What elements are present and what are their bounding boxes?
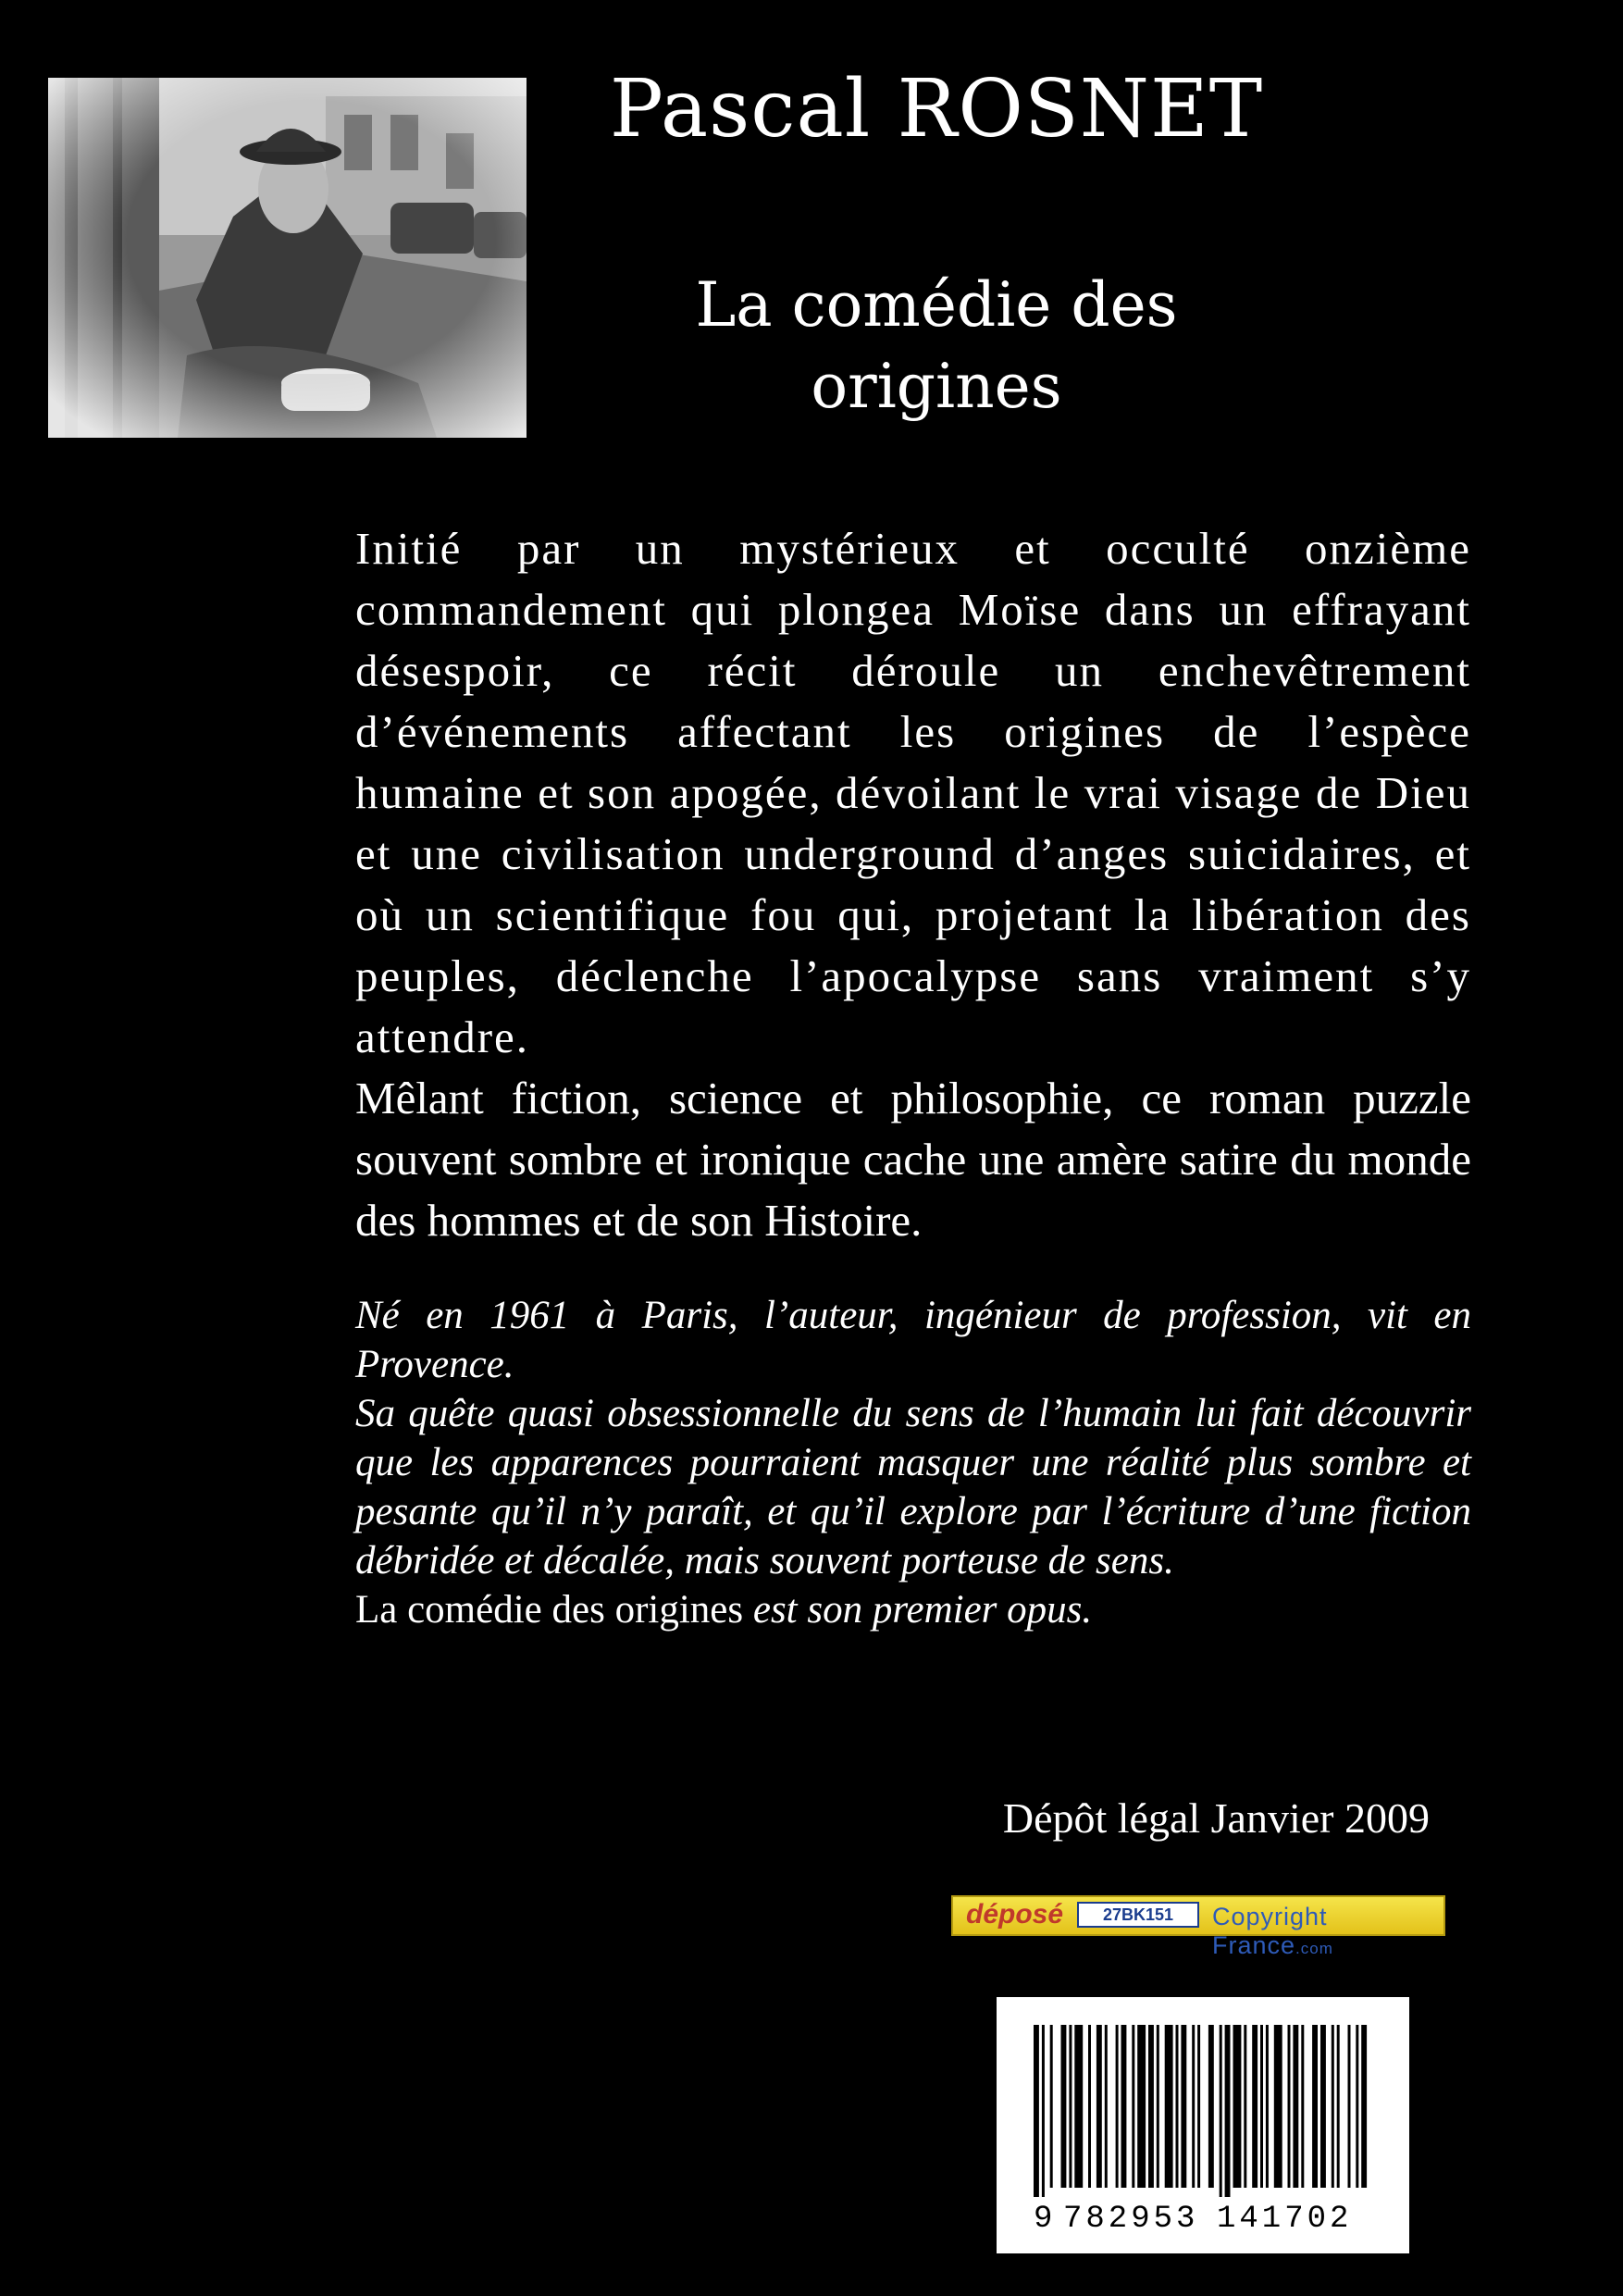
barcode-digits-right: 141702 bbox=[1217, 2202, 1353, 2237]
barcode-lead-digit: 9 bbox=[1034, 2202, 1053, 2237]
barcode-bar bbox=[1208, 2025, 1214, 2188]
bio-book-title: La comédie des origines bbox=[355, 1588, 744, 1632]
barcode-bar bbox=[1192, 2025, 1195, 2188]
copyright-badge bbox=[951, 1895, 1445, 1959]
barcode-bar bbox=[1137, 2025, 1146, 2188]
blurb-paragraph-2: Mêlant fiction, science et philosophie, ce roman puzzle souvent sombre et ironique cache une amère satire du monde des hommes et de son Histoire. bbox=[355, 1073, 1471, 1246]
barcode-bar bbox=[1301, 2025, 1304, 2188]
barcode-bar bbox=[1061, 2025, 1067, 2188]
copyright-code: 27BK151 bbox=[1077, 1902, 1199, 1928]
barcode-bar bbox=[1096, 2025, 1102, 2188]
barcode-bar bbox=[1252, 2025, 1258, 2188]
copyright-brand-name: Copyright France bbox=[1212, 1903, 1328, 1959]
barcode-bar bbox=[1348, 2025, 1351, 2188]
barcode-bar bbox=[1042, 2025, 1045, 2197]
blurb bbox=[355, 518, 1471, 1251]
blurb-paragraph-1: Initié par un mystérieux et occulté onzième commandement qui plongea Moïse dans un effrayant désespoir, ce récit déroule un enchevêtrement d’événements affectant les origines de l’espèce humaine et son apogée, dévoilant le vrai visage de Dieu et une civilisation underground d’anges suicidaires, et où un scientifique fou qui, projetant la libération des peuples, déclenche l’apocalypse sans vraiment s’y attendre. bbox=[355, 523, 1471, 1062]
author-bio bbox=[355, 1291, 1471, 1634]
barcode-graphic bbox=[997, 1997, 1409, 2253]
barcode-bar bbox=[1225, 2025, 1231, 2197]
barcode-bar bbox=[1244, 2025, 1246, 2188]
barcode-bar bbox=[1361, 2025, 1367, 2188]
book-title bbox=[555, 265, 1318, 428]
bio-paragraph-3 bbox=[355, 1585, 1471, 1634]
barcode-bar bbox=[1288, 2025, 1291, 2188]
author-photo bbox=[48, 78, 527, 438]
bio-paragraph-3-rest: est son premier opus. bbox=[743, 1588, 1093, 1632]
copyright-brand-suffix: .com bbox=[1295, 1940, 1333, 1957]
author-photo-image bbox=[48, 78, 527, 438]
barcode-bar bbox=[1088, 2025, 1091, 2188]
barcode-bar bbox=[1105, 2025, 1108, 2188]
barcode-bar bbox=[1312, 2025, 1318, 2188]
copyright-deposit-label: déposé bbox=[966, 1899, 1064, 1930]
barcode-bar bbox=[1132, 2025, 1134, 2188]
barcode-bar bbox=[1320, 2025, 1326, 2188]
book-title-line-1: La comédie des bbox=[695, 269, 1178, 341]
bio-paragraph-2: Sa quête quasi obsessionnelle du sens de l’humain lui fait découvrir que les apparences pourraient masquer une réalité plus sombre et pesante qu’il n’y paraît, et qu’il explore par l’écriture d’une fiction débridée et décalée, mais souvent porteuse de sens. bbox=[355, 1392, 1471, 1582]
barcode-bar bbox=[1034, 2025, 1039, 2197]
barcode-bar bbox=[1176, 2025, 1179, 2188]
barcode-digits-left: 782953 bbox=[1063, 2202, 1199, 2237]
barcode-bar bbox=[1050, 2025, 1053, 2188]
barcode-bar bbox=[1069, 2025, 1072, 2188]
bio-paragraph-1: Né en 1961 à Paris, l’auteur, ingénieur de profession, vit en Provence. bbox=[355, 1294, 1471, 1386]
barcode-bar bbox=[1121, 2025, 1127, 2188]
barcode-bar bbox=[1116, 2025, 1119, 2188]
barcode-bars bbox=[1034, 2025, 1367, 2197]
barcode-bar bbox=[1220, 2025, 1222, 2197]
barcode-bar bbox=[1266, 2025, 1269, 2188]
author-name: Pascal ROSNET bbox=[609, 63, 1264, 155]
barcode-bar bbox=[1233, 2025, 1242, 2188]
barcode-bar bbox=[1260, 2025, 1263, 2188]
barcode-bar bbox=[1074, 2025, 1083, 2188]
barcode-bar bbox=[1197, 2025, 1200, 2188]
barcode-bar bbox=[1332, 2025, 1334, 2188]
book-title-line-2: origines bbox=[811, 351, 1062, 422]
barcode-bar bbox=[1337, 2025, 1340, 2188]
barcode-bar bbox=[1356, 2025, 1358, 2188]
barcode-bar bbox=[1148, 2025, 1154, 2188]
isbn-barcode bbox=[997, 1997, 1409, 2253]
barcode-bar bbox=[1274, 2025, 1282, 2188]
barcode-bar bbox=[1165, 2025, 1173, 2188]
barcode-bar bbox=[1181, 2025, 1186, 2188]
barcode-bar bbox=[1157, 2025, 1159, 2188]
barcode-bar bbox=[1293, 2025, 1298, 2188]
copyright-brand bbox=[1212, 1903, 1443, 1960]
legal-deposit: Dépôt légal Janvier 2009 bbox=[1002, 1794, 1430, 1842]
